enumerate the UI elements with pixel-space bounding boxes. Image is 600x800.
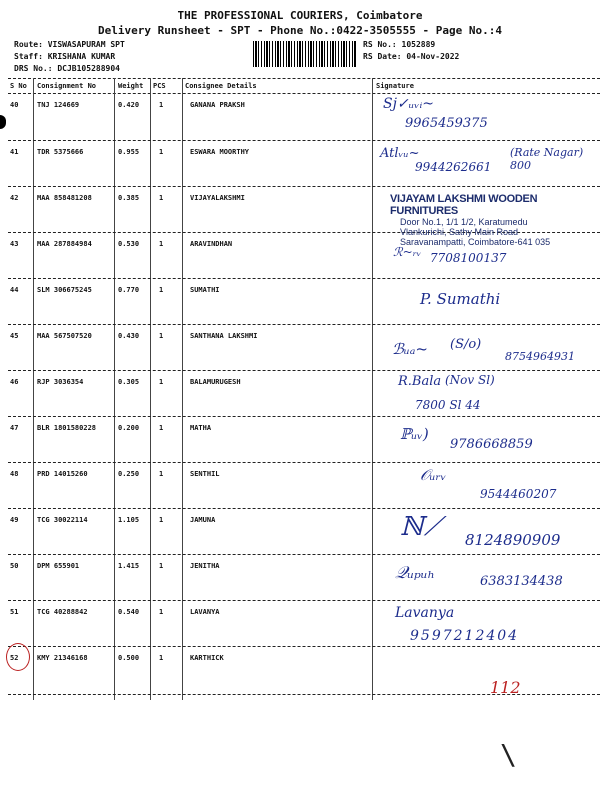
table-row: [0, 463, 600, 509]
stamp-address-2: Vlankurichi, Sathy Main Road: [400, 227, 519, 237]
row-consignee: LAVANYA: [190, 608, 220, 616]
row-weight: 0.500: [118, 654, 140, 662]
row-weight: 0.250: [118, 470, 140, 478]
row-consignment: SLM 306675245: [37, 286, 92, 294]
signature-scribble: Atlᵥᵤ~: [380, 146, 420, 161]
row-sno: 45: [10, 332, 19, 340]
row-consignee: VIJAYALAKSHMI: [190, 194, 245, 202]
handwritten-phone: 9965459375: [405, 116, 488, 131]
row-sno: 51: [10, 608, 19, 616]
row-pcs: 1: [159, 470, 164, 478]
row-consignment: TCG 30022114: [37, 516, 88, 524]
handwritten-name: P. Sumathi: [420, 290, 501, 308]
row-consignment: RJP 3036354: [37, 378, 84, 386]
handwritten-note: (Rate Nagar) 800: [510, 146, 584, 172]
table-row: [0, 279, 600, 325]
row-weight: 0.540: [118, 608, 140, 616]
signature-scribble: ℕ⟋: [400, 512, 442, 542]
col-pcs: PCS: [153, 82, 166, 90]
company-title: THE PROFESSIONAL COURIERS, Coimbatore: [177, 9, 423, 22]
handwritten-phone: 7708100137: [430, 251, 507, 265]
rs-no-label: RS No.: 1052889: [363, 40, 436, 49]
row-pcs: 1: [159, 286, 164, 294]
rs-date-label: RS Date: 04-Nov-2022: [363, 52, 460, 61]
row-consignee: BALAMURUGESH: [190, 378, 241, 386]
staff-label: Staff: KRISHANA KUMAR: [14, 52, 116, 61]
row-consignment: MAA 567507520: [37, 332, 92, 340]
row-pcs: 1: [159, 194, 164, 202]
row-pcs: 1: [159, 654, 164, 662]
row-sno: 41: [10, 148, 19, 156]
runsheet-subtitle: Delivery Runsheet - SPT - Phone No.:0422-3505555 - Page No.:4: [98, 24, 502, 37]
row-consignment: TDR 5375666: [37, 148, 84, 156]
row-sno: 50: [10, 562, 19, 570]
stamp-name: VIJAYAM LAKSHMI WOODEN FURNITURES: [390, 193, 538, 217]
row-weight: 0.385: [118, 194, 140, 202]
handwritten-name: R.Bala: [398, 374, 442, 389]
row-consignee: SANTHANA LAKSHMI: [190, 332, 258, 340]
col-signature: Signature: [376, 82, 414, 90]
signature-scribble: 𝒪ᵤᵣᵥ: [420, 466, 447, 484]
signature-scribble: ℛ~ᵣᵥ: [393, 245, 422, 259]
signature-scribble: 𝒬ᵤₚᵤₕ: [395, 563, 435, 583]
row-weight: 0.200: [118, 424, 140, 432]
col-consignment: Consignment No: [37, 82, 97, 90]
table-row: [0, 325, 600, 371]
handwritten-phone: 9786668859: [450, 437, 533, 452]
drs-label: DRS No.: DCJB105288904: [14, 64, 120, 73]
table-row: [0, 94, 600, 141]
col-consignee: Consignee Details: [185, 82, 257, 90]
row-consignment: TCG 40288842: [37, 608, 88, 616]
row-pcs: 1: [159, 148, 164, 156]
signature-scribble: ℙᵤᵥ): [400, 425, 429, 443]
company-stamp: [390, 193, 590, 247]
row-sno: 49: [10, 516, 19, 524]
col-weight: Weight: [118, 82, 144, 90]
row-consignment: TNJ 124669: [37, 101, 80, 109]
row-sno: 43: [10, 240, 19, 248]
row-pcs: 1: [159, 516, 164, 524]
row-consignee: MATHA: [190, 424, 212, 432]
row-sno: 42: [10, 194, 19, 202]
handwritten-phone: 6383134438: [480, 574, 563, 589]
row-consignment: DPM 655901: [37, 562, 80, 570]
row-sno: 52: [10, 654, 19, 662]
row-consignee: ARAVINDHAN: [190, 240, 233, 248]
corner-pen-mark: \: [500, 738, 517, 771]
row-sno: 46: [10, 378, 19, 386]
row-weight: 0.305: [118, 378, 140, 386]
row-weight: 1.105: [118, 516, 140, 524]
circle-annotation: [6, 643, 30, 671]
handwritten-note: (Nov Sl): [445, 373, 495, 387]
row-pcs: 1: [159, 608, 164, 616]
row-pcs: 1: [159, 101, 164, 109]
handwritten-name: Lavanya: [395, 605, 455, 621]
stamp-address-1: Door No.1, 1/1 1/2, Karatumedu: [400, 217, 528, 227]
handwritten-phone: 8124890909: [465, 531, 561, 549]
row-sno: 47: [10, 424, 19, 432]
row-sno: 48: [10, 470, 19, 478]
row-weight: 0.430: [118, 332, 140, 340]
row-consignment: BLR 1801580228: [37, 424, 97, 432]
row-consignee: JAMUNA: [190, 516, 216, 524]
table-row: [0, 371, 600, 417]
row-consignment: PRD 14015260: [37, 470, 88, 478]
table-top-rule: [8, 78, 600, 79]
route-label: Route: VISWASAPURAM SPT: [14, 40, 125, 49]
col-sno: S No: [10, 82, 27, 90]
row-consignment: KMY 21346168: [37, 654, 88, 662]
handwritten-phone: 8754964931: [505, 350, 575, 363]
row-weight: 0.420: [118, 101, 140, 109]
row-pcs: 1: [159, 240, 164, 248]
barcode: [253, 41, 356, 67]
row-consignment: MAA 858481208: [37, 194, 92, 202]
row-consignee: JENITHA: [190, 562, 220, 570]
row-pcs: 1: [159, 378, 164, 386]
row-weight: 0.955: [118, 148, 140, 156]
row-weight: 0.530: [118, 240, 140, 248]
row-consignee: KARTHICK: [190, 654, 224, 662]
row-sno: 44: [10, 286, 19, 294]
total-count-mark: 112: [490, 678, 521, 697]
stamp-address-3: Saravanampatti, Coimbatore-641 035: [400, 237, 551, 247]
handwritten-phone: 9597212404: [410, 628, 520, 644]
handwritten-phone: 9544460207: [480, 487, 557, 501]
row-consignee: SUMATHI: [190, 286, 220, 294]
handwritten-note: 7800 Sl 44: [415, 398, 481, 412]
row-pcs: 1: [159, 332, 164, 340]
row-consignee: ESWARA MOORTHY: [190, 148, 250, 156]
signature-scribble: ℬᵤₐ~: [392, 340, 428, 358]
row-pcs: 1: [159, 424, 164, 432]
row-weight: 1.415: [118, 562, 140, 570]
row-pcs: 1: [159, 562, 164, 570]
handwritten-note: (S/o): [450, 337, 482, 352]
row-consignment: MAA 287884984: [37, 240, 92, 248]
row-weight: 0.770: [118, 286, 140, 294]
row-consignee: SENTHIL: [190, 470, 220, 478]
row-consignee: GANANA PRAKSH: [190, 101, 245, 109]
handwritten-phone: 9944262661: [415, 160, 492, 174]
signature-scribble: Sj✓ᵤᵥᵢ~: [383, 96, 435, 112]
row-sno: 40: [10, 101, 19, 109]
